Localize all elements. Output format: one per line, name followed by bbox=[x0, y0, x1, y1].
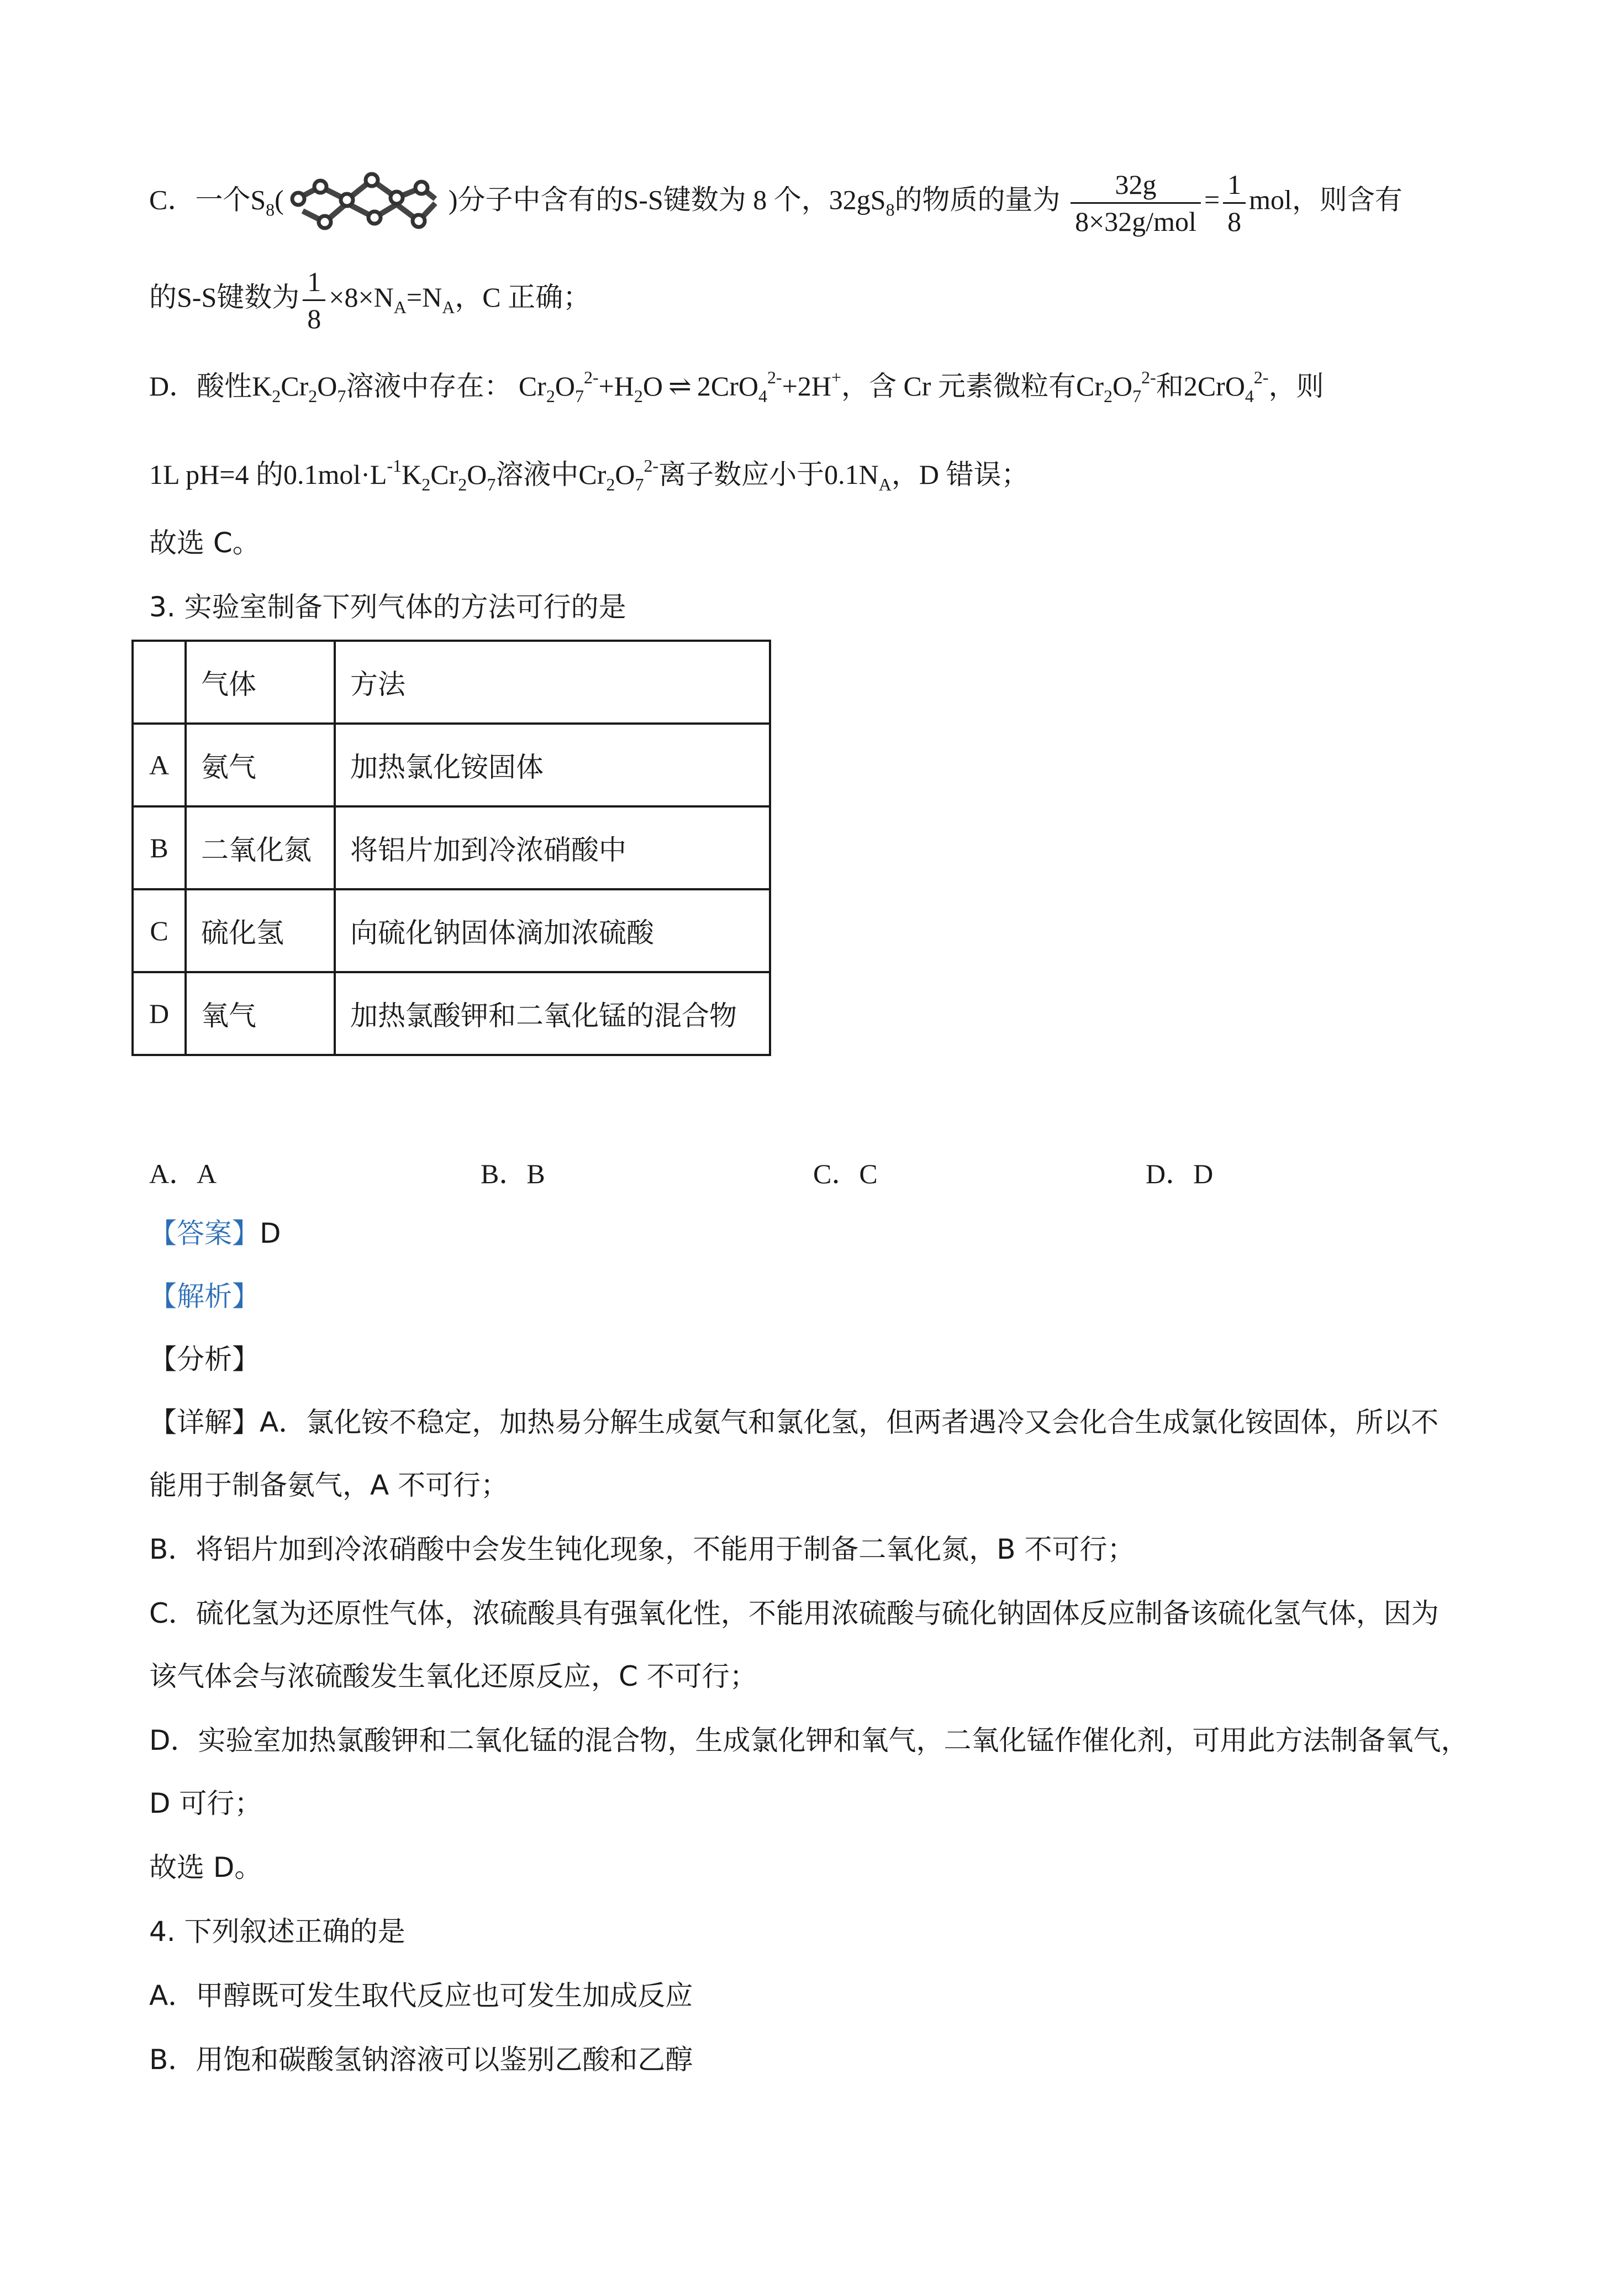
bond-count: 8 bbox=[753, 184, 767, 215]
ion2-charge: 2- bbox=[644, 456, 659, 476]
ion-cr2o7-sub2: 7 bbox=[1132, 386, 1142, 406]
s8-symbol: S bbox=[250, 184, 266, 215]
ion2-sub2: 7 bbox=[635, 474, 644, 494]
frac1-num: 32g bbox=[1071, 167, 1201, 204]
table-header-cell bbox=[133, 641, 186, 724]
fraction-eighth bbox=[1223, 167, 1246, 239]
part-c-line2-b: 键数为 bbox=[217, 281, 300, 313]
q4-option-b: B．用饱和碳酸氢钠溶液可以鉴别乙酸和乙醇 bbox=[149, 2044, 693, 2076]
cr-sub-2: 2 bbox=[458, 474, 467, 494]
k-sub: 2 bbox=[272, 386, 281, 406]
ss-bond-2: S-S bbox=[177, 281, 217, 313]
part-d-lead: D．酸性 bbox=[149, 371, 252, 402]
part-d-line-2 bbox=[149, 446, 1029, 504]
ss-bond: S-S bbox=[623, 184, 663, 215]
part-c-line2-a: 的 bbox=[149, 281, 177, 313]
part-d-line2-b: 溶液中 bbox=[495, 459, 579, 490]
ion-cro4-charge: 2- bbox=[1253, 367, 1269, 387]
calc-sub: A bbox=[393, 297, 407, 317]
eq-o: O bbox=[555, 371, 575, 402]
calc-expr: ×8×N bbox=[329, 281, 394, 313]
table-cell: 加热氯化铵固体 bbox=[335, 724, 770, 806]
frac1-den: 8×32g/mol bbox=[1075, 205, 1196, 237]
q4-option-a: A．甲醇既可发生取代反应也可发生加成反应 bbox=[149, 1980, 693, 2012]
ion-cr2o7-charge: 2- bbox=[1141, 367, 1156, 387]
table-cell: B bbox=[133, 806, 186, 889]
answer-value: D bbox=[260, 1217, 281, 1249]
s8-sub: 8 bbox=[266, 199, 275, 220]
table-cell: 硫化氢 bbox=[186, 889, 335, 972]
table-cell: A bbox=[133, 724, 186, 806]
eq-h-charge: + bbox=[831, 367, 842, 387]
part-d-line2-c: 离子数应小于 bbox=[658, 459, 825, 490]
part-c-text5: ，则含有 bbox=[1291, 184, 1402, 215]
part-d-text2: ，含 Cr 元素微粒有 bbox=[841, 371, 1077, 402]
question-4-title: 4. 下列叙述正确的是 bbox=[149, 1916, 405, 1948]
table-header-cell: 气体 bbox=[186, 641, 335, 724]
table-row bbox=[133, 806, 770, 889]
detail-c-line-2: 该气体会与浓硫酸发生氧化还原反应，C 不可行； bbox=[149, 1660, 757, 1692]
calc-eq-sub: A bbox=[442, 297, 455, 317]
mass-value: 32gS bbox=[829, 184, 886, 215]
fraction-eighth-2 bbox=[303, 264, 325, 336]
eq-cro4: 2CrO bbox=[697, 371, 759, 402]
part-c-text3: 个， bbox=[773, 184, 829, 215]
part-d-text4: ，则 bbox=[1268, 371, 1324, 402]
equals-sign: = bbox=[1204, 184, 1220, 215]
table-header-cell: 方法 bbox=[335, 641, 770, 724]
conclusion-d: 故选 D。 bbox=[149, 1851, 262, 1883]
table-cell: 将铝片加到冷浓硝酸中 bbox=[335, 806, 770, 889]
part-c-text2: 键数为 bbox=[663, 184, 746, 215]
part-d-text3: 和 bbox=[1156, 371, 1184, 402]
answer-line bbox=[149, 1214, 281, 1253]
detail-d-line-2: D 可行； bbox=[149, 1787, 262, 1819]
ion-cro4: 2CrO bbox=[1183, 371, 1245, 402]
detail-b: B．将铝片加到冷浓硝酸中会发生钝化现象，不能用于制备二氧化氮，B 不可行； bbox=[149, 1533, 1135, 1565]
detail-a-line-1 bbox=[149, 1403, 1438, 1442]
table-cell: 二氧化氮 bbox=[186, 806, 335, 889]
part-c-text1: 分子中含有的 bbox=[457, 184, 624, 215]
conc-sup: -1 bbox=[387, 456, 402, 476]
table-row bbox=[133, 972, 770, 1055]
frac2-num: 1 bbox=[1223, 167, 1246, 204]
part-c-line-2 bbox=[149, 264, 590, 336]
part-c-line2-end: ，C 正确； bbox=[455, 281, 591, 313]
table-cell: 氧气 bbox=[186, 972, 335, 1055]
answer-label: 【答案】 bbox=[149, 1217, 260, 1249]
equilibrium-arrow-icon: ⇌ bbox=[668, 371, 692, 402]
part-c-text4: 的物质的量为 bbox=[894, 184, 1061, 215]
eq-h: +2H bbox=[782, 371, 831, 402]
o-sub: 7 bbox=[337, 386, 346, 406]
o-sub-2: 7 bbox=[487, 474, 496, 494]
fenxi-label: 【分析】 bbox=[149, 1343, 260, 1375]
part-d-text1: 溶液中存在： bbox=[346, 371, 512, 402]
cr-sub: 2 bbox=[308, 386, 318, 406]
option-d: D．D bbox=[1146, 1158, 1214, 1189]
cr-symbol: Cr bbox=[281, 371, 309, 402]
table-cell: 氨气 bbox=[186, 724, 335, 806]
eq-charge: 2- bbox=[583, 367, 599, 387]
frac3-den: 8 bbox=[307, 303, 321, 334]
table-header-row bbox=[133, 641, 770, 724]
eq-h-sub: 2 bbox=[634, 386, 643, 406]
option-b: B．B bbox=[481, 1158, 545, 1189]
question-3-title: 3. 实验室制备下列气体的方法可行的是 bbox=[149, 591, 626, 623]
option-c: C．C bbox=[813, 1158, 878, 1189]
table-cell: D bbox=[133, 972, 186, 1055]
detail-a1: A．氯化铵不稳定，加热易分解生成氨气和氯化氢，但两者遇冷又会化合生成氯化铵固体，所以不 bbox=[260, 1406, 1439, 1438]
eq-cr-sub: 2 bbox=[546, 386, 555, 406]
option-a: A．A bbox=[149, 1158, 217, 1189]
table-cell: 加热氯酸钾和二氧化锰的混合物 bbox=[335, 972, 770, 1055]
table-cell: C bbox=[133, 889, 186, 972]
part-d-line2-a: 1L pH=4 的 bbox=[149, 459, 283, 490]
ion-cro4-sub: 4 bbox=[1245, 386, 1254, 406]
eq-o-sub: 7 bbox=[574, 386, 584, 406]
detail-c-line-1: C．硫化氢为还原性气体，浓硫酸具有强氧化性，不能用浓硫酸与硫化钠固体反应制备该硫化氢气体，因为 bbox=[149, 1597, 1439, 1629]
cr-symbol-2: Cr bbox=[430, 459, 458, 490]
ion-cr2o7-o: O bbox=[1112, 371, 1133, 402]
part-d-line2-end: ，D 错误； bbox=[891, 459, 1029, 490]
o-symbol-2: O bbox=[467, 459, 487, 490]
k-symbol: K bbox=[252, 371, 272, 402]
frac3-num: 1 bbox=[303, 264, 325, 301]
fraction-moles bbox=[1071, 167, 1201, 239]
analysis-label: 【解析】 bbox=[149, 1280, 260, 1312]
concentration: 0.1mol·L bbox=[283, 459, 387, 490]
mass-sub: 8 bbox=[885, 199, 895, 220]
eq-cro4-sub: 4 bbox=[758, 386, 768, 406]
table-row bbox=[133, 889, 770, 972]
ion2-cr: Cr bbox=[578, 459, 607, 490]
detail-a-line-2: 能用于制备氨气，A 不可行； bbox=[149, 1469, 509, 1501]
frac2-den: 8 bbox=[1227, 205, 1242, 237]
part-c-line-1 bbox=[149, 165, 1402, 241]
paren-close: ) bbox=[448, 184, 458, 215]
detail-d-line-1: D．实验室加热氯酸钾和二氧化锰的混合物，生成氯化钾和氧气，二氧化锰作催化剂，可用此方法制备氧气， bbox=[149, 1724, 1469, 1756]
calc-eq: =N bbox=[406, 281, 442, 313]
gas-method-table bbox=[131, 640, 771, 1056]
o-symbol: O bbox=[317, 371, 338, 402]
eq-plus-h: +H bbox=[598, 371, 634, 402]
table-cell: 向硫化钠固体滴加浓硫酸 bbox=[335, 889, 770, 972]
paren-open: ( bbox=[275, 184, 284, 215]
k-symbol-2: K bbox=[402, 459, 422, 490]
eq-cro4-charge: 2- bbox=[767, 367, 782, 387]
amount-sub: A bbox=[878, 474, 892, 494]
table-row bbox=[133, 724, 770, 806]
k-sub-2: 2 bbox=[421, 474, 431, 494]
ion-cr2o7-cr: Cr bbox=[1076, 371, 1104, 402]
eq-cr: Cr bbox=[518, 371, 546, 402]
part-c-lead: C．一个 bbox=[149, 184, 251, 215]
part-d-line-1 bbox=[149, 358, 1324, 415]
ion-cr2o7-sub1: 2 bbox=[1104, 386, 1113, 406]
eq-water-o: O bbox=[642, 371, 663, 402]
amount: 0.1N bbox=[824, 459, 879, 490]
ion2-o: O bbox=[615, 459, 635, 490]
conclusion-c: 故选 C。 bbox=[149, 527, 260, 559]
s8-molecule-icon bbox=[286, 165, 446, 241]
detail-label: 【详解】 bbox=[149, 1406, 260, 1438]
ion2-sub1: 2 bbox=[606, 474, 615, 494]
mol-unit: mol bbox=[1249, 184, 1292, 215]
